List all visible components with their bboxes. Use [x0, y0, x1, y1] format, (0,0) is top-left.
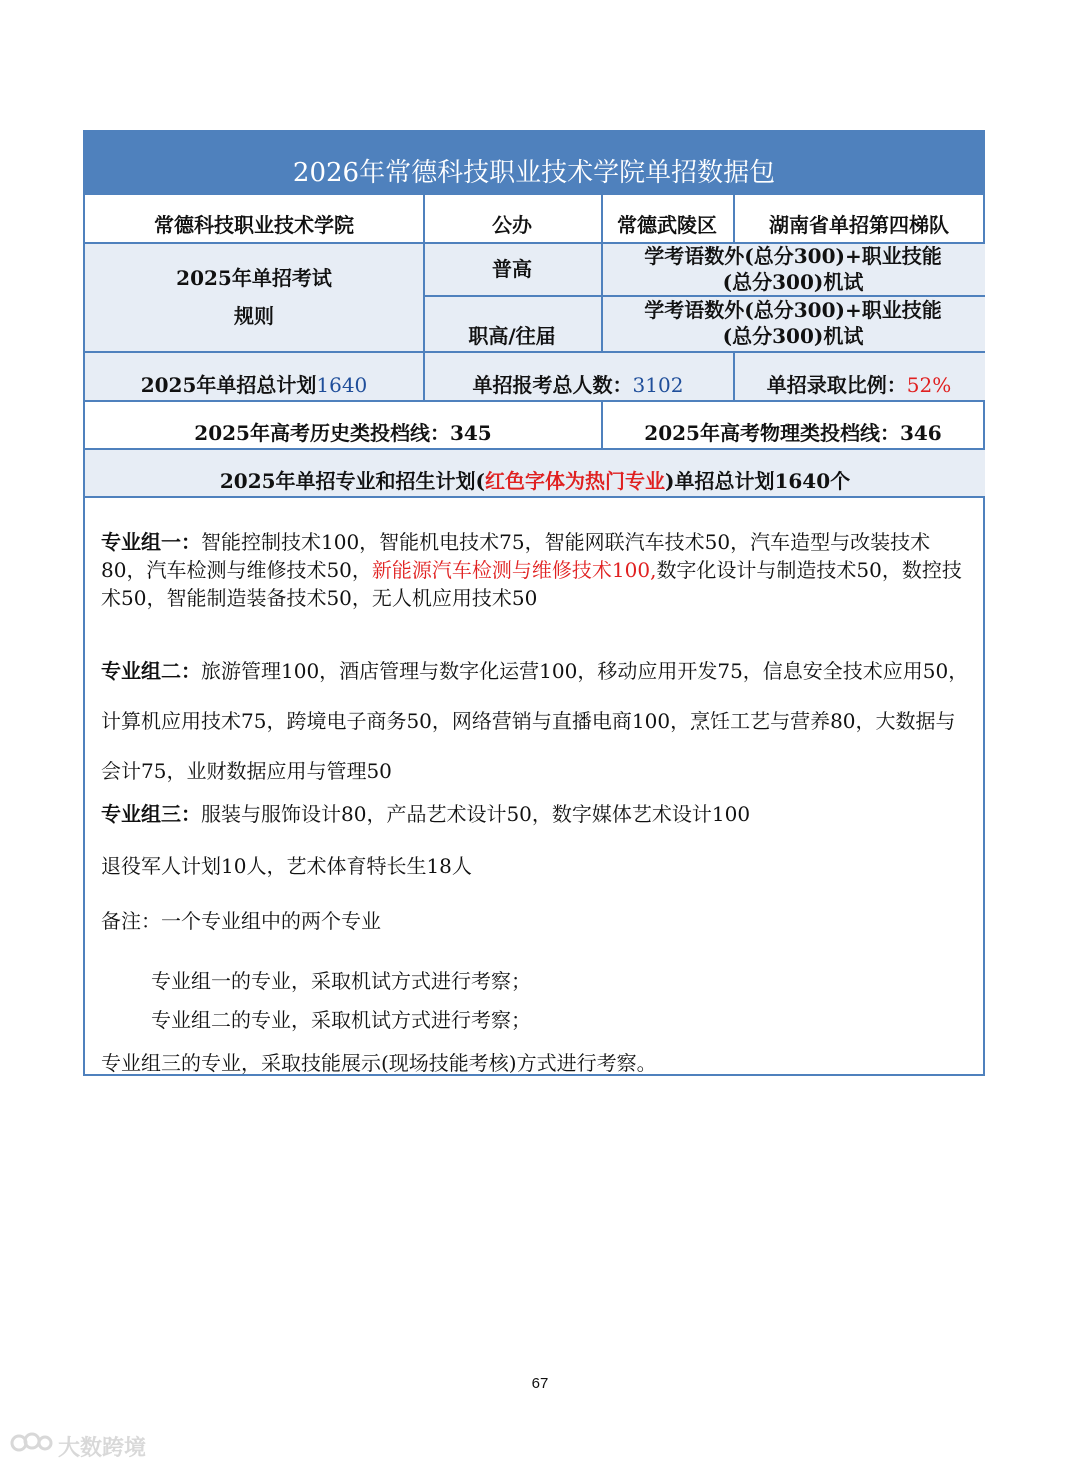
total-plan-value: 1640 — [316, 372, 368, 397]
exam-category-general: 普高 — [423, 242, 601, 295]
watermark-logo-icon — [10, 1430, 54, 1462]
grid-line — [601, 400, 603, 448]
school-type: 公办 — [492, 212, 532, 237]
total-plan — [85, 351, 423, 400]
admission-ratio — [733, 351, 985, 400]
grid-line — [423, 351, 425, 400]
history-cutoff: 2025年高考历史类投档线：345 — [194, 421, 492, 445]
majors-header — [85, 448, 985, 496]
notes-label: 备注：一个专业组中的两个专业 — [101, 909, 381, 933]
exam-rule-vocational-line2: (总分300)机试 — [722, 324, 864, 348]
exam-rule-general-line1: 学考语数外(总分300)+职业技能 — [644, 243, 942, 268]
school-name: 常德科技职业技术学院 — [154, 212, 354, 237]
total-plan-label: 2025年单招总计划 — [140, 372, 317, 397]
major-group-3 — [101, 800, 971, 828]
major-group-2-label: 专业组二： — [101, 659, 201, 683]
exam-rules-label — [85, 242, 423, 351]
grid-line — [85, 400, 985, 402]
exam-rule-vocational — [601, 295, 985, 351]
major-group-1-hot: 新能源汽车检测与维修技术100, — [371, 558, 657, 582]
major-group-2-text: 旅游管理100，酒店管理与数字化运营100，移动应用开发75，信息安全技术应用50，计算机应用技术75，跨境电子商务50，网络营销与直播电商100，烹饪工艺与营养80，大数据与会计75，业财数据应用与管理50 — [101, 659, 969, 783]
admission-ratio-value: 52% — [906, 372, 952, 397]
veterans-plan: 退役军人计划10人，艺术体育特长生18人 — [101, 854, 472, 878]
exam-rule-vocational-line1: 学考语数外(总分300)+职业技能 — [644, 298, 942, 322]
grid-line — [85, 448, 985, 450]
majors-header-prefix: 2025年单招专业和招生计划( — [219, 469, 485, 493]
major-group-3-text: 服装与服饰设计80，产品艺术设计50，数字媒体艺术设计100 — [201, 802, 751, 826]
exam-rules-label-line1: 2025年单招考试 — [176, 265, 332, 290]
notes-line-1: 专业组一的专业，采取机试方式进行考察； — [151, 969, 531, 993]
watermark-text: 大数跨境 — [58, 1434, 147, 1460]
notes-line-3: 专业组三的专业，采取技能展示(现场技能考核)方式进行考察。 — [101, 1051, 657, 1075]
grid-line — [733, 351, 735, 400]
school-location: 常德武陵区 — [617, 212, 717, 237]
major-group-1-label: 专业组一： — [101, 530, 201, 554]
admission-ratio-label: 单招录取比例： — [766, 372, 907, 397]
major-group-3-label: 专业组三： — [101, 802, 201, 826]
total-applicants — [423, 351, 733, 400]
grid-line — [601, 195, 603, 351]
grid-line — [423, 195, 425, 351]
exam-rule-general — [601, 242, 985, 295]
page-number: 67 — [531, 1375, 549, 1392]
total-applicants-value: 3102 — [632, 372, 684, 397]
admissions-data-card — [83, 130, 985, 1076]
grid-line — [85, 496, 985, 498]
notes-line-2: 专业组二的专业，采取机试方式进行考察； — [151, 1008, 531, 1032]
grid-line — [733, 195, 735, 242]
physics-cutoff: 2025年高考物理类投档线：346 — [644, 421, 942, 445]
exam-rules-label-line2: 规则 — [234, 303, 274, 328]
card-title: 2026年常德科技职业技术学院单招数据包 — [85, 132, 983, 195]
majors-header-highlight: 红色字体为热门专业 — [485, 469, 665, 493]
major-group-1-text-b: 数字化设计与制造技术50，数控技术50，智能制造装备技术50，无人机应用技术50 — [101, 558, 962, 610]
watermark — [10, 1430, 146, 1462]
major-group-1 — [101, 528, 971, 612]
exam-rule-general-line2: (总分300)机试 — [722, 269, 864, 294]
grid-line — [85, 351, 985, 353]
majors-header-suffix: )单招总计划1640个 — [665, 469, 851, 493]
grid-line — [85, 242, 985, 244]
major-group-1-text-a: 智能控制技术100，智能机电技术75，智能网联汽车技术50，汽车造型与改装技术80，汽车检测与维修技术50， — [101, 530, 931, 582]
grid-line — [423, 295, 985, 297]
total-applicants-label: 单招报考总人数： — [472, 372, 633, 397]
school-tier: 湖南省单招第四梯队 — [769, 212, 949, 237]
exam-category-vocational: 职高/往届 — [423, 295, 601, 351]
major-group-2 — [101, 646, 971, 796]
